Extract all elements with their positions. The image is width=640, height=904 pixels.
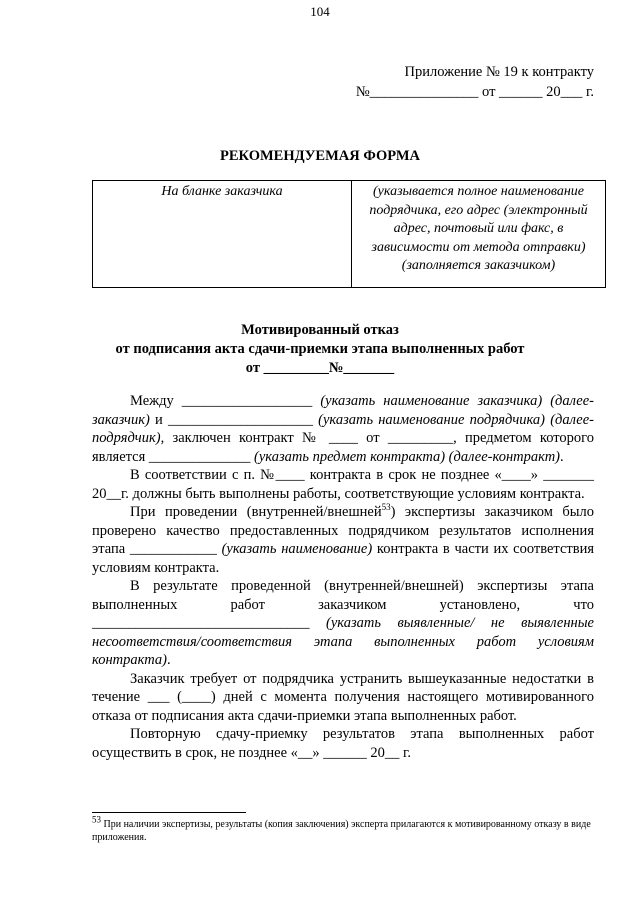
p3-text-b: ) экспертизы заказчиком было проверено качество предоставленных подрядчиком результатов исполнения этапа ____________ <box>92 504 594 557</box>
document-title-line-3: от _________№_______ <box>245 360 395 376</box>
paragraph-remedy-demand: Заказчик требует от подрядчика устранить вышеуказанные недостатки в течение ___ (____) дней с момента получения настоящего мотивированного отказа от подписания акта сдачи-приемки этапа выполненных работ. <box>92 670 594 724</box>
p4-text-c: . <box>166 652 171 668</box>
p3-name-hint: (указать наименование) <box>221 541 373 557</box>
footnote-ref: 53 <box>381 502 391 513</box>
paragraph-contract-parties <box>92 392 594 466</box>
header-table-row <box>93 181 606 288</box>
appendix-reference <box>356 62 594 102</box>
p3-text-a: При проведении (внутренней/внешней <box>130 504 382 520</box>
header-table <box>92 180 606 288</box>
p1-contractor-hint: (указать наименование подрядчика) (далее-подрядчик) <box>92 411 594 446</box>
p1-text-g: . <box>560 448 564 465</box>
p1-text-e: , заключен контракт № ____ от _________, предметом которого является ______________ <box>92 430 594 465</box>
p3-text-d: контракта в части их соответствия условиям контракта. <box>92 541 594 576</box>
form-title: РЕКОМЕНДУЕМАЯ ФОРМА <box>220 148 420 164</box>
p1-customer-hint: (указать наименование заказчика) (далее-заказчик) <box>92 393 594 428</box>
paragraph-expertise-result <box>92 577 594 670</box>
p4-text-a: В результате проведенной (внутренней/внешней) экспертизы этапа выполненных работ заказчиком установлено, что ______________________________ <box>92 578 594 631</box>
footnote-divider <box>92 812 246 813</box>
customer-letterhead-cell: На бланке заказчика <box>93 181 352 288</box>
paragraph-resubmission: Повторную сдачу-приемку результатов этапа выполненных работ осуществить в срок, не позднее «__» ______ 20__ г. <box>92 726 594 761</box>
footnote <box>92 814 598 844</box>
footnote-number: 53 <box>92 814 101 825</box>
paragraph-deadline: В соответствии с п. №____ контракта в срок не позднее «____» _______ 20__г. должны быть выполнены работы, соответствующие условиям контракта. <box>92 467 594 502</box>
p4-findings-hint: (указать выявленные/ не выявленные несоответствия/соответствия этапа выполненных работ условиям контракта) <box>92 615 594 668</box>
page-number: 104 <box>310 4 330 19</box>
appendix-line-1: Приложение № 19 к контракту <box>404 64 594 80</box>
document-title <box>0 321 640 378</box>
document-title-line-2: от подписания акта сдачи-приемки этапа выполненных работ <box>115 341 525 357</box>
paragraph-expertise <box>92 503 594 577</box>
p1-subject-hint: (указать предмет контракта) (далее-контракт) <box>254 448 561 465</box>
contractor-details-cell: (указывается полное наименование подрядчика, его адрес (электронный адрес, почтовый или факс, в зависимости от метода отправки) (заполняется заказчиком) <box>352 181 606 288</box>
appendix-line-2: №_______________ от ______ 20___ г. <box>355 84 594 100</box>
document-body <box>92 392 594 762</box>
p1-text-c: и ____________________ <box>149 411 319 428</box>
document-title-line-1: Мотивированный отказ <box>241 322 399 338</box>
footnote-text: При наличии экспертизы, результаты (копия заключения) эксперта прилагаются к мотивированному отказу в виде приложения. <box>92 819 591 843</box>
p1-text-a: Между __________________ <box>130 393 321 409</box>
